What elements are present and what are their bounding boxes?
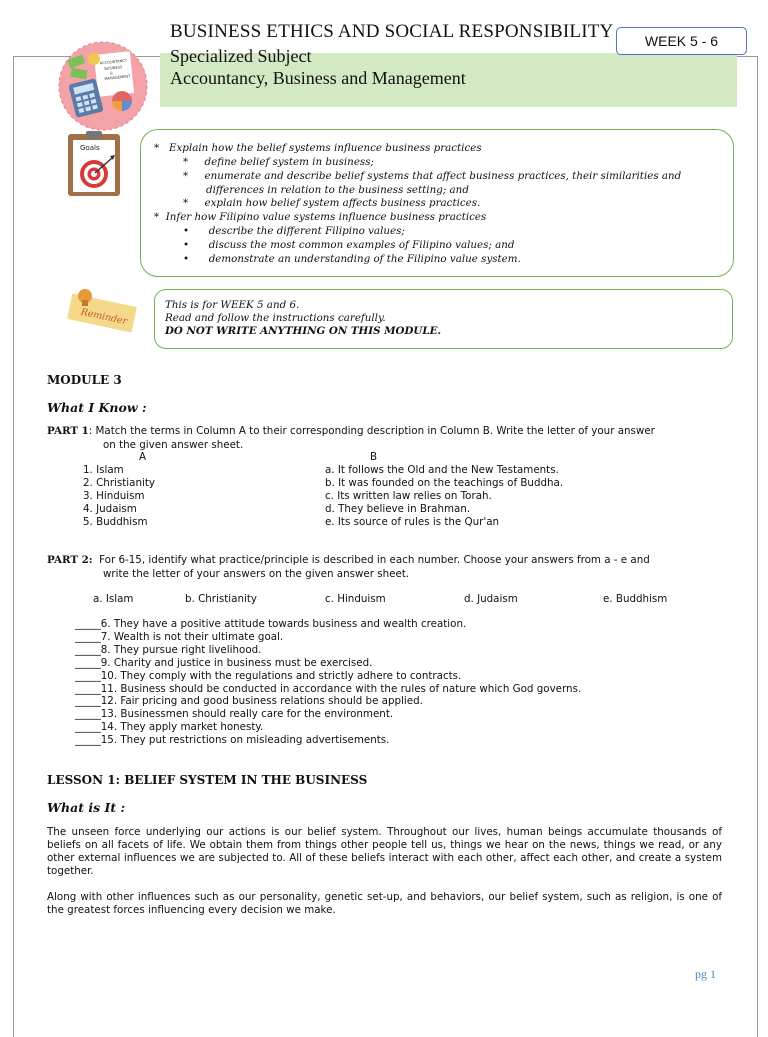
choice-option: c. Hinduism <box>325 593 386 605</box>
column-a-item: 1. Islam <box>83 464 124 476</box>
reminder-icon <box>63 286 141 334</box>
part1-instruction-cont: on the given answer sheet. <box>103 439 244 451</box>
page-number: pg 1 <box>695 967 716 981</box>
column-a-item: 5. Buddhism <box>83 516 148 528</box>
objective-item: * Infer how Filipino value systems influence business practices <box>154 211 487 223</box>
part2-instruction: PART 2: For 6-15, identify what practice/principle is described in each number. Choose your answers from a - e and <box>47 554 650 566</box>
column-b-item: e. Its source of rules is the Qur'an <box>325 516 500 528</box>
question-item: _____10. They comply with the regulations and strictly adhere to contracts. <box>75 670 462 682</box>
reminder-line: Read and follow the instructions carefully. <box>165 312 386 324</box>
column-b-item: a. It follows the Old and the New Testaments. <box>325 464 559 476</box>
column-b-item: c. Its written law relies on Torah. <box>325 490 492 502</box>
question-item: _____14. They apply market honesty. <box>75 721 264 733</box>
question-item: _____9. Charity and justice in business must be exercised. <box>75 657 373 669</box>
reminder-line: This is for WEEK 5 and 6. <box>165 299 300 311</box>
what-is-it-heading: What is It : <box>47 800 126 815</box>
question-item: _____7. Wealth is not their ultimate goal. <box>75 631 284 643</box>
lesson-heading: LESSON 1: BELIEF SYSTEM IN THE BUSINESS <box>47 773 368 787</box>
logo-text-1: ACCOUNTANCY <box>99 58 128 66</box>
goals-icon <box>66 130 122 198</box>
part2-instruction-cont: write the letter of your answers on the given answer sheet. <box>103 568 410 580</box>
lesson-paragraph: The unseen force underlying our actions is our belief system. Throughout our lives, human beings accumulate thousands of beliefs on all facets of life. We obtain them from things other people tell us, things we hear on the news, things we read, or any other external influences we are subjected to. All of these beliefs interact with each other, affect each other, and create a system together. <box>47 826 722 877</box>
choice-option: a. Islam <box>93 593 134 605</box>
column-a-item: 3. Hinduism <box>83 490 145 502</box>
reminder-warning: DO NOT WRITE ANYTHING ON THIS MODULE. <box>165 325 442 337</box>
module-heading: MODULE 3 <box>47 373 122 387</box>
subject-type: Specialized Subject <box>170 46 312 66</box>
column-b-header: B <box>370 451 378 463</box>
week-badge: WEEK 5 - 6 <box>616 27 747 55</box>
question-item: _____13. Businessmen should really care for the environment. <box>75 708 394 720</box>
question-item: _____6. They have a positive attitude towards business and wealth creation. <box>75 618 467 630</box>
logo-text-3: & <box>109 71 113 76</box>
question-item: _____11. Business should be conducted in accordance with the rules of nature which God governs. <box>75 683 582 695</box>
logo-text-4: MANAGEMENT <box>104 74 131 82</box>
column-b-item: b. It was founded on the teachings of Buddha. <box>325 477 564 489</box>
question-item: _____12. Fair pricing and good business relations should be applied. <box>75 695 423 707</box>
abm-logo-icon <box>58 41 148 131</box>
part1-instruction: PART 1: Match the terms in Column A to their corresponding description in Column B. Write the letter of your answer <box>47 425 655 437</box>
objective-subitem: * define belief system in business; <box>183 156 374 168</box>
objective-subitem: • demonstrate an understanding of the Filipino value system. <box>183 253 521 265</box>
reminder-label: Reminder <box>79 306 129 328</box>
objective-item: * Explain how the belief systems influence business practices <box>154 142 482 154</box>
column-a-item: 2. Christianity <box>83 477 155 489</box>
objective-subitem: * explain how belief system affects business practices. <box>183 197 481 209</box>
lesson-paragraph: Along with other influences such as our personality, genetic set-up, and behaviors, our belief system, such as religion, is one of the greatest forces influencing every decision we make. <box>47 891 722 916</box>
logo-text-2: BUSINESS <box>104 65 123 71</box>
subject-name: Accountancy, Business and Management <box>170 68 466 88</box>
choice-option: d. Judaism <box>464 593 518 605</box>
column-a-item: 4. Judaism <box>83 503 137 515</box>
objective-subitem: • describe the different Filipino values; <box>183 225 405 237</box>
question-item: _____8. They pursue right livelihood. <box>75 644 262 656</box>
goals-label: Goals <box>80 144 100 152</box>
column-a-header: A <box>139 451 147 463</box>
what-i-know-heading: What I Know : <box>47 400 147 415</box>
choice-option: b. Christianity <box>185 593 257 605</box>
document-title: BUSINESS ETHICS AND SOCIAL RESPONSIBILITY <box>170 21 614 42</box>
column-b-item: d. They believe in Brahman. <box>325 503 471 515</box>
choice-option: e. Buddhism <box>603 593 668 605</box>
objective-subitem-continued: differences in relation to the business setting; and <box>206 184 469 196</box>
objective-subitem: * enumerate and describe belief systems that affect business practices, their similarities and <box>183 170 682 182</box>
objective-subitem: • discuss the most common examples of Filipino values; and <box>183 239 515 251</box>
question-item: _____15. They put restrictions on misleading advertisements. <box>75 734 390 746</box>
